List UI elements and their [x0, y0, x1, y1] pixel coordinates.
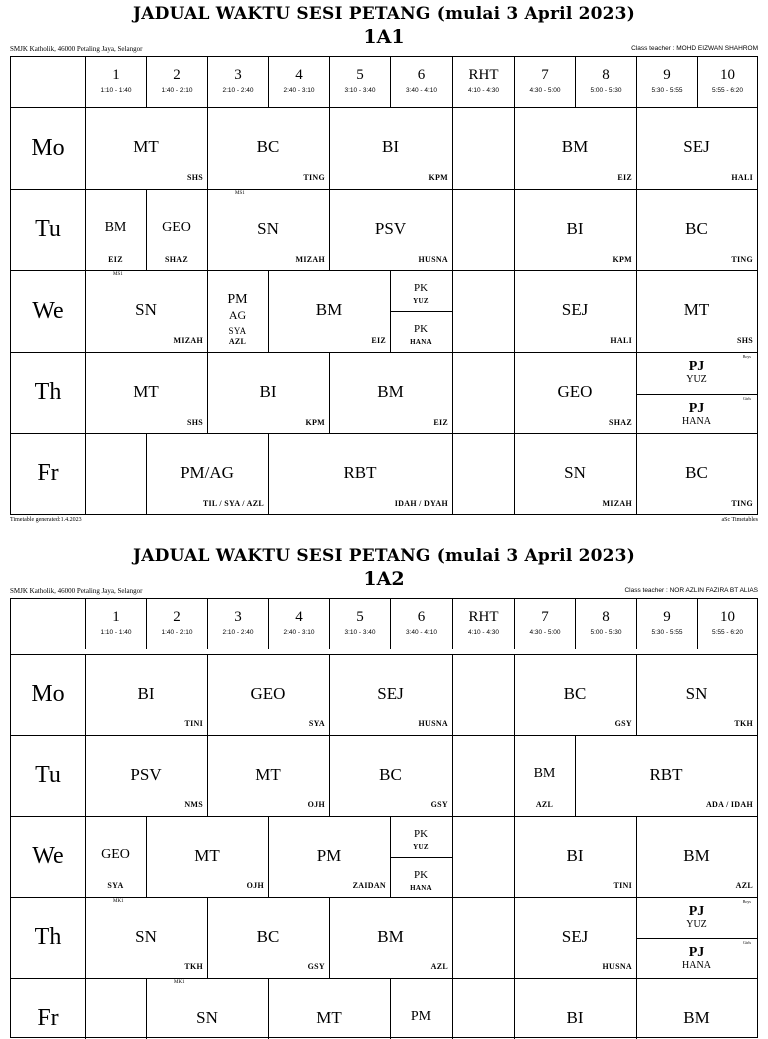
lesson-cell[interactable]: SEJ HUSNA [561, 927, 632, 971]
lesson-cell[interactable]: BC GSY [563, 684, 632, 728]
page-title: JADUAL WAKTU SESI PETANG (mulai 3 April 2023) [133, 546, 635, 566]
lesson-cell[interactable]: BM EIZ [315, 300, 386, 345]
period-header: 2 1:40 - 2:10 [146, 599, 207, 649]
lesson-cell[interactable]: BI KPM [566, 219, 632, 264]
lesson-cell[interactable]: BM EIZ [561, 137, 632, 182]
period-header: 5 3:10 - 3:40 [329, 599, 390, 649]
day-label: Th [34, 379, 62, 405]
timetable-grid [10, 56, 758, 515]
school-name: SMJK Katholik, 46000 Petaling Jaya, Selangor [10, 587, 143, 595]
lesson-cell[interactable]: RBT ADA / IDAH [649, 765, 753, 809]
lesson-cell[interactable]: MK1 SN TKH [113, 899, 203, 971]
day-label: We [32, 298, 64, 324]
lesson-cell[interactable]: MK1 SN [174, 980, 218, 1027]
lesson-cell[interactable]: GEO SHAZ [557, 382, 632, 427]
lesson-cell[interactable]: SEJ HALI [561, 300, 632, 345]
lesson-cell[interactable]: RBT IDAH / DYAH [343, 463, 448, 508]
school-name: SMJK Katholik, 46000 Petaling Jaya, Selangor [10, 45, 143, 53]
lesson-cell[interactable]: Girls PJ HANA [682, 396, 751, 427]
lesson-cell[interactable]: BI KPM [382, 137, 448, 182]
lesson-cell[interactable]: BC TING [256, 137, 325, 182]
lesson-cell[interactable]: PK YUZ [413, 282, 429, 305]
period-header: 1 1:10 - 1:40 [85, 599, 146, 649]
period-header: 10 5:55 - 6:20 [697, 599, 757, 649]
period-header: 5 3:10 - 3:40 [329, 57, 390, 107]
lesson-cell[interactable]: SN TKH [685, 684, 753, 728]
period-header: 10 5:55 - 6:20 [697, 57, 757, 107]
class-teacher: Class teacher : MOHD EIZWAN SHAHROM [631, 45, 758, 52]
period-header: 4 2:40 - 3:10 [268, 57, 329, 107]
period-header: 9 5:30 - 5:55 [636, 599, 697, 649]
lesson-cell[interactable]: BI KPM [259, 382, 325, 427]
period-header: RHT 4:10 - 4:30 [452, 57, 514, 107]
lesson-cell[interactable]: PSV HUSNA [374, 219, 448, 264]
period-header: 9 5:30 - 5:55 [636, 57, 697, 107]
page-title: JADUAL WAKTU SESI PETANG (mulai 3 April 2023) [133, 4, 635, 24]
lesson-cell[interactable]: PK HANA [410, 323, 432, 346]
lesson-cell[interactable]: SEJ HUSNA [377, 684, 448, 728]
period-header: 6 3:40 - 4:10 [390, 599, 452, 649]
class-name: 1A2 [363, 568, 405, 590]
lesson-cell[interactable]: Boys PJ YUZ [686, 354, 751, 385]
period-header: 2 1:40 - 2:10 [146, 57, 207, 107]
lesson-cell[interactable]: PK YUZ [413, 828, 429, 851]
period-header: 1 1:10 - 1:40 [85, 57, 146, 107]
period-header: 6 3:40 - 4:10 [390, 57, 452, 107]
lesson-cell[interactable]: MT SHS [683, 300, 753, 345]
day-label: Tu [35, 216, 61, 242]
day-label: Th [34, 924, 62, 950]
lesson-cell[interactable]: MT OJH [255, 765, 325, 809]
period-header: 8 5:00 - 5:30 [575, 57, 636, 107]
lesson-cell[interactable]: PM/AG TIL / SYA / AZL [180, 463, 264, 508]
class-teacher: Class teacher : NOR AZLIN FAZIRA BT ALIAS [624, 587, 758, 594]
lesson-cell[interactable]: Boys PJ YUZ [686, 899, 751, 930]
day-label: Fr [37, 1005, 59, 1031]
lesson-cell[interactable]: BC TING [685, 219, 753, 264]
lesson-cell[interactable]: BM [683, 1008, 710, 1027]
lesson-cell[interactable]: BM AZL [533, 766, 556, 809]
lesson-cell[interactable]: BM AZL [683, 846, 753, 890]
footer-generated: Timetable generated:1.4.2023 [10, 517, 82, 523]
lesson-cell[interactable]: GEO SYA [101, 847, 130, 890]
day-label: Fr [37, 460, 59, 486]
period-header: 4 2:40 - 3:10 [268, 599, 329, 649]
lesson-cell[interactable]: SN MIZAH [564, 463, 632, 508]
lesson-cell[interactable]: BM EIZ [104, 220, 127, 264]
lesson-cell[interactable]: BC TING [685, 463, 753, 508]
lesson-cell[interactable]: PSV NMS [130, 765, 203, 809]
period-header: 7 4:30 - 5:00 [514, 599, 575, 649]
lesson-cell[interactable]: MS1 SN MIZAH [235, 191, 325, 264]
lesson-cell[interactable]: MT [316, 1008, 342, 1027]
lesson-cell[interactable]: BI TINI [566, 846, 632, 890]
day-label: We [32, 843, 64, 869]
lesson-cell[interactable]: BI [566, 1008, 584, 1027]
class-name: 1A1 [363, 26, 405, 48]
lesson-cell[interactable]: MT OJH [194, 846, 264, 890]
timetable-grid [10, 598, 758, 1038]
lesson-cell[interactable]: BI TINI [137, 684, 203, 728]
period-header: RHT 4:10 - 4:30 [452, 599, 514, 649]
lesson-cell[interactable]: MS1 SN MIZAH [113, 272, 203, 345]
lesson-cell[interactable]: SEJ HALI [683, 137, 753, 182]
lesson-cell[interactable]: BM EIZ [377, 382, 448, 427]
period-header: 3 2:10 - 2:40 [207, 599, 268, 649]
lesson-cell[interactable]: BC GSY [256, 927, 325, 971]
lesson-cell[interactable]: PK HANA [410, 869, 432, 892]
lesson-cell[interactable]: GEO SYA [250, 684, 325, 728]
lesson-cell[interactable]: BC GSY [379, 765, 448, 809]
lesson-cell[interactable]: MT SHS [133, 137, 203, 182]
lesson-cell[interactable]: Girls PJ HANA [682, 940, 751, 971]
day-label: Mo [31, 135, 65, 161]
period-header: 8 5:00 - 5:30 [575, 599, 636, 649]
lesson-cell[interactable]: PM AG SYA AZL [227, 292, 248, 346]
lesson-cell[interactable]: PM [410, 1009, 432, 1024]
period-header: 3 2:10 - 2:40 [207, 57, 268, 107]
day-label: Tu [35, 762, 61, 788]
lesson-cell[interactable]: BM AZL [377, 927, 448, 971]
lesson-cell[interactable]: MT SHS [133, 382, 203, 427]
day-label: Mo [31, 681, 65, 707]
footer-brand: aSc Timetables [721, 517, 758, 523]
period-header: 7 4:30 - 5:00 [514, 57, 575, 107]
lesson-cell[interactable]: GEO SHAZ [162, 220, 191, 264]
lesson-cell[interactable]: PM ZAIDAN [316, 846, 386, 890]
